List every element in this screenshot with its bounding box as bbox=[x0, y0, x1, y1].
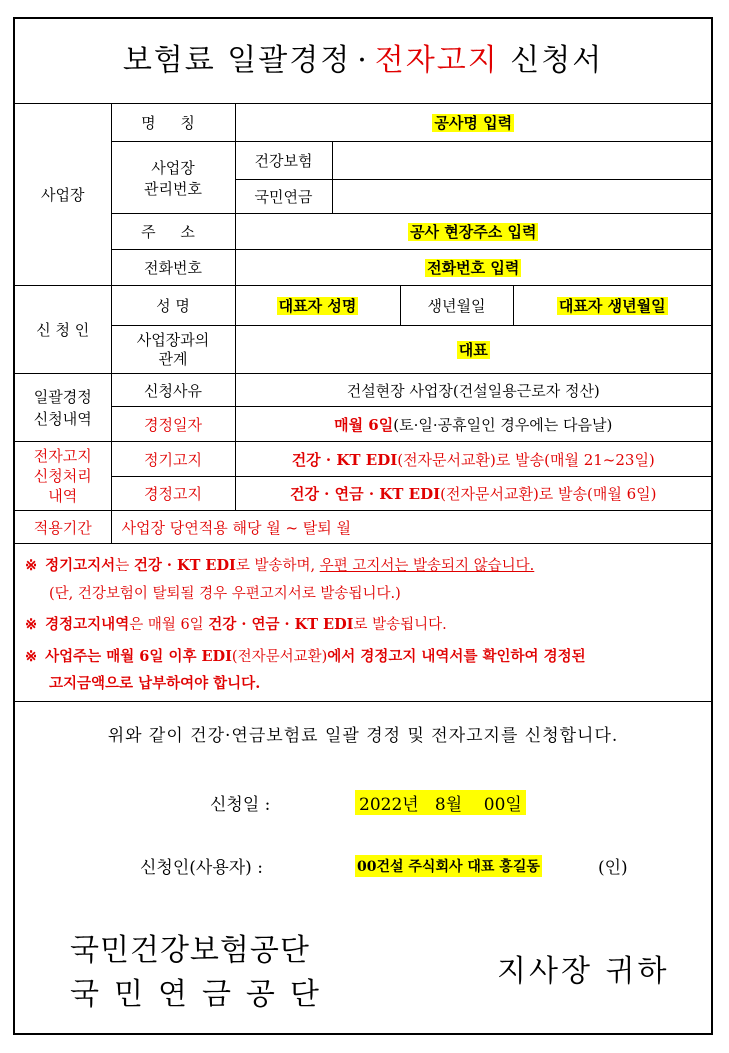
form-frame bbox=[13, 17, 713, 1035]
correction-notice-value: 건강 · 연금 · KT EDI(전자문서교환)로 발송(매월 6일) bbox=[235, 477, 711, 511]
relation-label: 사업장과의 관계 bbox=[111, 326, 235, 374]
regular-notice-value: 건강 · KT EDI(전자문서교환)로 발송(매월 21~23일) bbox=[235, 442, 711, 477]
note-1-sub: (단, 건강보험이 탈퇴될 경우 우편고지서로 발송됩니다.) bbox=[49, 586, 401, 602]
seal-mark: (인) bbox=[598, 858, 628, 878]
workplace-name-label: 명 칭 bbox=[111, 104, 235, 142]
birth-date-value: 대표자 생년월일 bbox=[558, 297, 666, 315]
reason-value: 건설현장 사업장(건설일용근로자 정산) bbox=[235, 374, 711, 407]
relation-cell[interactable] bbox=[235, 326, 711, 374]
title-part-2: 전자고지 bbox=[374, 43, 499, 78]
workplace-name-cell[interactable] bbox=[235, 104, 711, 142]
applicant-name-value: 대표자 성명 bbox=[278, 297, 357, 315]
health-insurance-label: 건강보험 bbox=[235, 142, 332, 180]
notes-section bbox=[15, 550, 711, 702]
application-date-value[interactable]: 2022년 8월 00일 bbox=[355, 790, 526, 815]
org-nhis: 국민건강보험공단 bbox=[70, 933, 310, 968]
phone-label: 전화번호 bbox=[111, 250, 235, 286]
relation-value: 대표 bbox=[458, 341, 488, 359]
declaration-text: 위와 같이 건강·연금보험료 일괄 경정 및 전자고지를 신청합니다. bbox=[107, 726, 619, 746]
recipient: 지사장 귀하 bbox=[497, 954, 670, 989]
application-date-label: 신청일 : bbox=[210, 795, 271, 815]
applicant-name-cell[interactable] bbox=[235, 286, 400, 326]
e-notice-group-label: 전자고지 신청처리 내역 bbox=[15, 442, 111, 511]
applicant-user-label: 신청인(사용자) : bbox=[140, 858, 263, 878]
applicant-name-label: 성 명 bbox=[111, 286, 235, 326]
note-2: ※ 경정고지내역은 매월 6일 건강 · 연금 · KT EDI로 발송됩니다. bbox=[25, 616, 447, 633]
title-separator: · bbox=[357, 43, 369, 78]
form-title bbox=[15, 19, 711, 104]
phone-cell[interactable] bbox=[235, 250, 711, 286]
applicant-user-value[interactable]: 00건설 주식회사 대표 홍길동 bbox=[355, 855, 542, 877]
application-form-table bbox=[15, 103, 711, 544]
regular-notice-label: 정기고지 bbox=[111, 442, 235, 477]
birth-date-label: 생년월일 bbox=[400, 286, 513, 326]
address-value: 공사 현장주소 입력 bbox=[410, 223, 537, 241]
birth-date-cell[interactable] bbox=[513, 286, 711, 326]
note-3: ※ 사업주는 매월 6일 이후 EDI(전자문서교환)에서 경정고지 내역서를 확인하여 경정된 bbox=[25, 648, 586, 665]
period-label: 적용기간 bbox=[15, 511, 111, 544]
national-pension-number-field[interactable] bbox=[332, 180, 711, 214]
workplace-name-value: 공사명 입력 bbox=[434, 114, 513, 132]
correction-date-label: 경정일자 bbox=[111, 407, 235, 442]
address-label: 주 소 bbox=[111, 214, 235, 250]
applicant-group-label: 신 청 인 bbox=[15, 286, 111, 374]
reason-label: 신청사유 bbox=[111, 374, 235, 407]
period-value: 사업장 당연적용 해당 월 ~ 탈퇴 월 bbox=[111, 511, 711, 544]
correction-notice-label: 경정고지 bbox=[111, 477, 235, 511]
batch-group-label: 일괄경정 신청내역 bbox=[15, 374, 111, 442]
title-part-3: 신청서 bbox=[510, 43, 604, 78]
title-part-1: 보험료 일괄경정 bbox=[122, 43, 352, 78]
correction-date-value: 매월 6일(토·일·공휴일인 경우에는 다음날) bbox=[235, 407, 711, 442]
health-insurance-number-field[interactable] bbox=[332, 142, 711, 180]
note-1: ※ 정기고지서는 건강 · KT EDI로 발송하며, 우편 고지서는 발송되지 않습니다. bbox=[25, 557, 535, 574]
workplace-group-label: 사업장 bbox=[15, 104, 111, 286]
national-pension-label: 국민연금 bbox=[235, 180, 332, 214]
address-cell[interactable] bbox=[235, 214, 711, 250]
org-nps: 국민연금공단 bbox=[70, 977, 334, 1012]
phone-value: 전화번호 입력 bbox=[427, 259, 520, 277]
workplace-mgmt-label: 사업장 관리번호 bbox=[111, 142, 235, 214]
note-3-cont: 고지금액으로 납부하여야 합니다. bbox=[49, 675, 261, 692]
